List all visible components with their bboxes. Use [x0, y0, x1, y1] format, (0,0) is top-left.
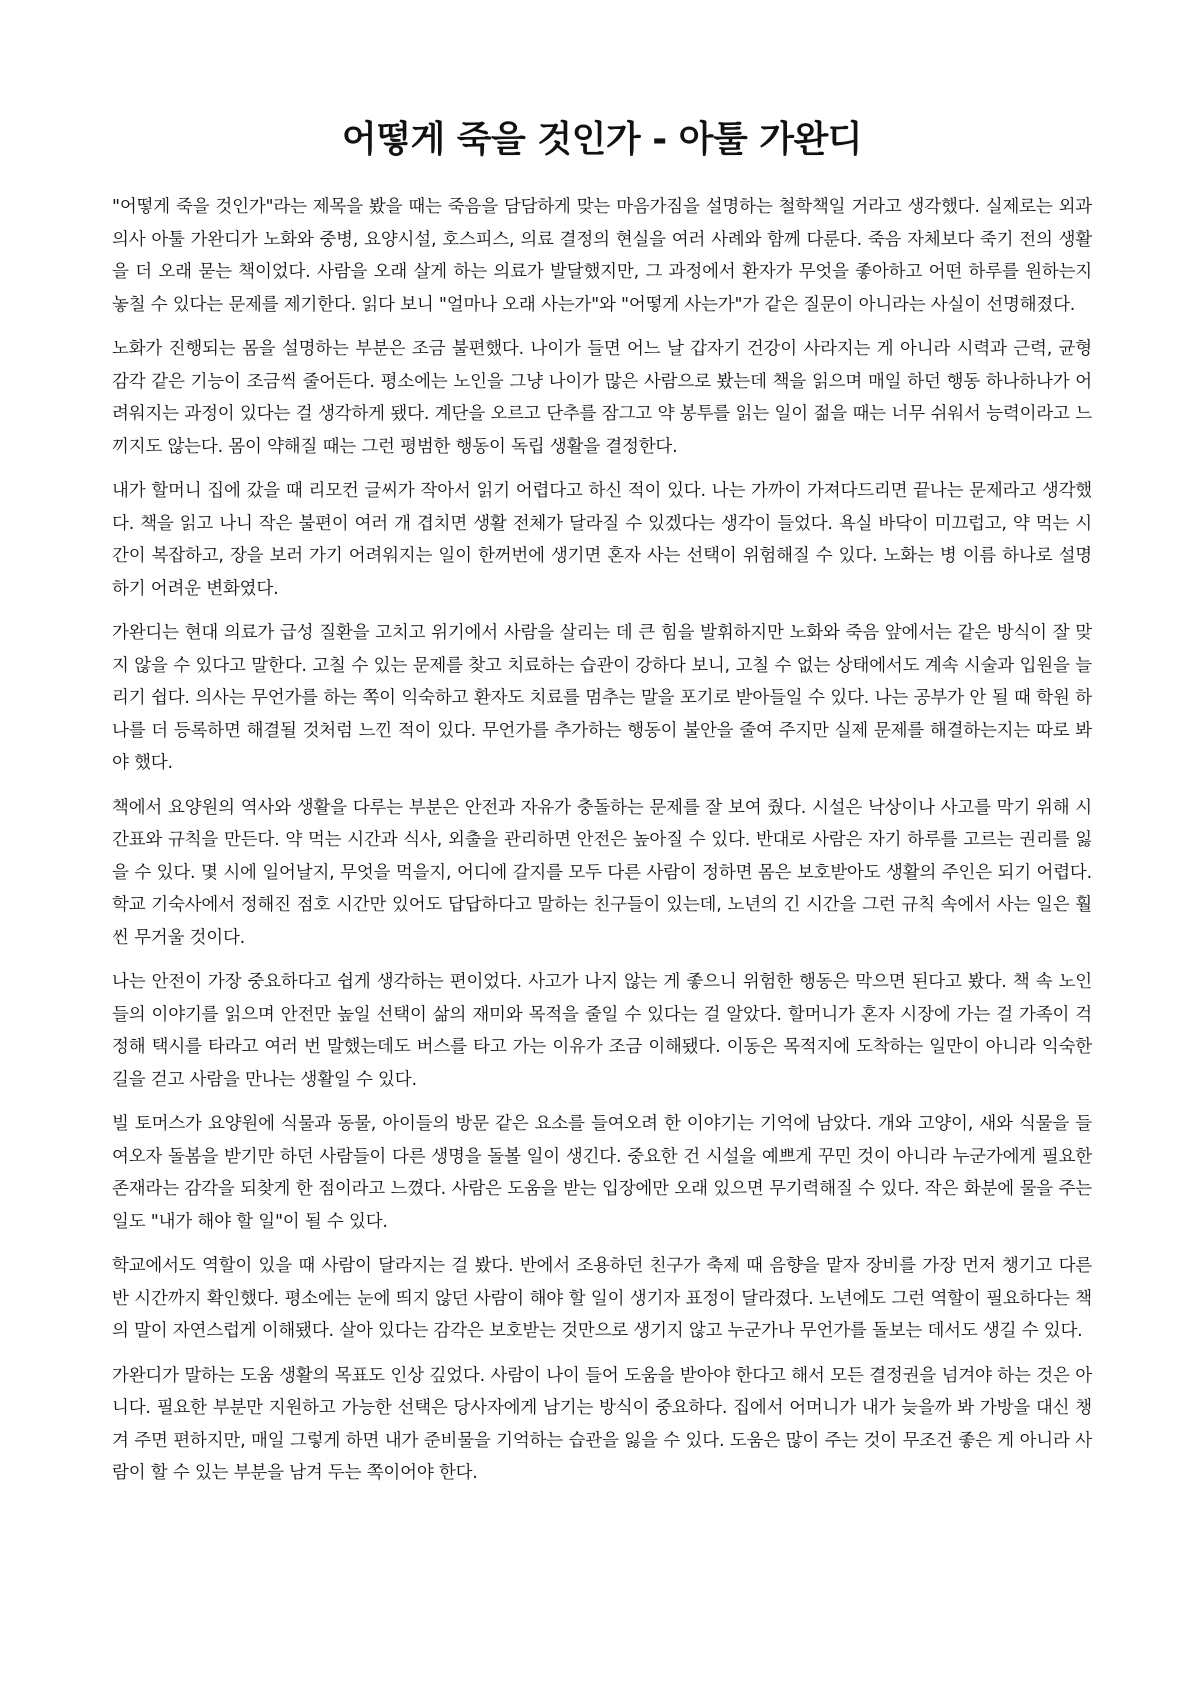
paragraph: "어떻게 죽을 것인가"라는 제목을 봤을 때는 죽음을 담담하게 맞는 마음가짐을 설명하는 철학책일 거라고 생각했다. 실제로는 외과의사 아툴 가완디가 노화와 중병, 요양시설, 호스피스, 의료 결정의 현실을 여러 사례와 함께 다룬다. 죽음 자체보다 죽기 전의 생활을 더 오래 묻는 책이었다. 사람을 오래 살게 하는 의료가 발달했지만, 그 과정에서 환자가 무엇을 좋아하고 어떤 하루를 원하는지 놓칠 수 있다는 문제를 제기한다. 읽다 보니 "얼마나 오래 사는가"와 "어떻게 사는가"가 같은 질문이 아니라는 사실이 선명해졌다. [112, 197, 1092, 315]
page-title: 어떻게 죽을 것인가 - 아툴 가완디 [341, 119, 863, 160]
paragraph: 책에서 요양원의 역사와 생활을 다루는 부분은 안전과 자유가 충돌하는 문제를 잘 보여 줬다. 시설은 낙상이나 사고를 막기 위해 시간표와 규칙을 만든다. 약 먹는 시간과 식사, 외출을 관리하면 안전은 높아질 수 있다. 반대로 사람은 자기 하루를 고르는 권리를 잃을 수 있다. 몇 시에 일어날지, 무엇을 먹을지, 어디에 갈지를 모두 다른 사람이 정하면 몸은 보호받아도 생활의 주인은 되기 어렵다. 학교 기숙사에서 정해진 점호 시간만 있어도 답답하다고 말하는 친구들이 있는데, 노년의 긴 시간을 그런 규칙 속에서 사는 일은 훨씬 무거울 것이다. [112, 797, 1092, 948]
document-page [112, 118, 1092, 1502]
paragraph: 학교에서도 역할이 있을 때 사람이 달라지는 걸 봤다. 반에서 조용하던 친구가 축제 때 음향을 맡자 장비를 가장 먼저 챙기고 다른 반 시간까지 확인했다. 평소에는 눈에 띄지 않던 사람이 해야 할 일이 생기자 표정이 달라졌다. 노년에도 그런 역할이 필요하다는 책의 말이 자연스럽게 이해됐다. 살아 있다는 감각은 보호받는 것만으로 생기지 않고 누군가나 무언가를 돌보는 데서도 생길 수 있다. [112, 1256, 1092, 1342]
paragraph: 가완디는 현대 의료가 급성 질환을 고치고 위기에서 사람을 살리는 데 큰 힘을 발휘하지만 노화와 죽음 앞에서는 같은 방식이 잘 맞지 않을 수 있다고 말한다. 고칠 수 있는 문제를 찾고 치료하는 습관이 강하다 보니, 고칠 수 없는 상태에서도 계속 시술과 입원을 늘리기 쉽다. 의사는 무언가를 하는 쪽이 익숙하고 환자도 치료를 멈추는 말을 포기로 받아들일 수 있다. 나는 공부가 안 될 때 학원 하나를 더 등록하면 해결될 것처럼 느낀 적이 있다. 무언가를 추가하는 행동이 불안을 줄여 주지만 실제 문제를 해결하는지는 따로 봐야 했다. [112, 623, 1092, 774]
paragraph: 내가 할머니 집에 갔을 때 리모컨 글씨가 작아서 읽기 어렵다고 하신 적이 있다. 나는 가까이 가져다드리면 끝나는 문제라고 생각했다. 책을 읽고 나니 작은 불편이 여러 개 겹치면 생활 전체가 달라질 수 있겠다는 생각이 들었다. 욕실 바닥이 미끄럽고, 약 먹는 시간이 복잡하고, 장을 보러 가기 어려워지는 일이 한꺼번에 생기면 혼자 사는 선택이 위험해질 수 있다. 노화는 병 이름 하나로 설명하기 어려운 변화였다. [112, 481, 1092, 599]
paragraph: 빌 토머스가 요양원에 식물과 동물, 아이들의 방문 같은 요소를 들여오려 한 이야기는 기억에 남았다. 개와 고양이, 새와 식물을 들여오자 돌봄을 받기만 하던 사람들이 다른 생명을 돌볼 일이 생긴다. 중요한 건 시설을 예쁘게 꾸민 것이 아니라 누군가에게 필요한 존재라는 감각을 되찾게 한 점이라고 느꼈다. 사람은 도움을 받는 입장에만 오래 있으면 무기력해질 수 있다. 작은 화분에 물을 주는 일도 "내가 해야 할 일"이 될 수 있다. [112, 1114, 1092, 1232]
paragraph: 나는 안전이 가장 중요하다고 쉽게 생각하는 편이었다. 사고가 나지 않는 게 좋으니 위험한 행동은 막으면 된다고 봤다. 책 속 노인들의 이야기를 읽으며 안전만 높일 선택이 삶의 재미와 목적을 줄일 수 있다는 걸 알았다. 할머니가 혼자 시장에 가는 걸 가족이 걱정해 택시를 타라고 여러 번 말했는데도 버스를 타고 가는 이유가 조금 이해됐다. 이동은 목적지에 도착하는 일만이 아니라 익숙한 길을 걷고 사람을 만나는 생활일 수 있다. [112, 972, 1092, 1090]
paragraph: 가완디가 말하는 도움 생활의 목표도 인상 깊었다. 사람이 나이 들어 도움을 받아야 한다고 해서 모든 결정권을 넘겨야 하는 것은 아니다. 필요한 부분만 지원하고 가능한 선택은 당사자에게 남기는 방식이 중요하다. 집에서 어머니가 내가 늦을까 봐 가방을 대신 챙겨 주면 편하지만, 매일 그렇게 하면 내가 준비물을 기억하는 습관을 잃을 수 있다. 도움은 많이 주는 것이 무조건 좋은 게 아니라 사람이 할 수 있는 부분을 남겨 두는 쪽이어야 한다. [112, 1365, 1092, 1484]
paragraph: 노화가 진행되는 몸을 설명하는 부분은 조금 불편했다. 나이가 들면 어느 날 갑자기 건강이 사라지는 게 아니라 시력과 근력, 균형 감각 같은 기능이 조금씩 줄어든다. 평소에는 노인을 그냥 나이가 많은 사람으로 봤는데 책을 읽으며 매일 하던 행동 하나하나가 어려워지는 과정이 있다는 걸 생각하게 됐다. 계단을 오르고 단추를 잠그고 약 봉투를 읽는 일이 젊을 때는 너무 쉬워서 능력이라고 느끼지도 않는다. 몸이 약해질 때는 그런 평범한 행동이 독립 생활을 결정한다. [112, 339, 1092, 457]
document-body [112, 191, 1092, 1490]
